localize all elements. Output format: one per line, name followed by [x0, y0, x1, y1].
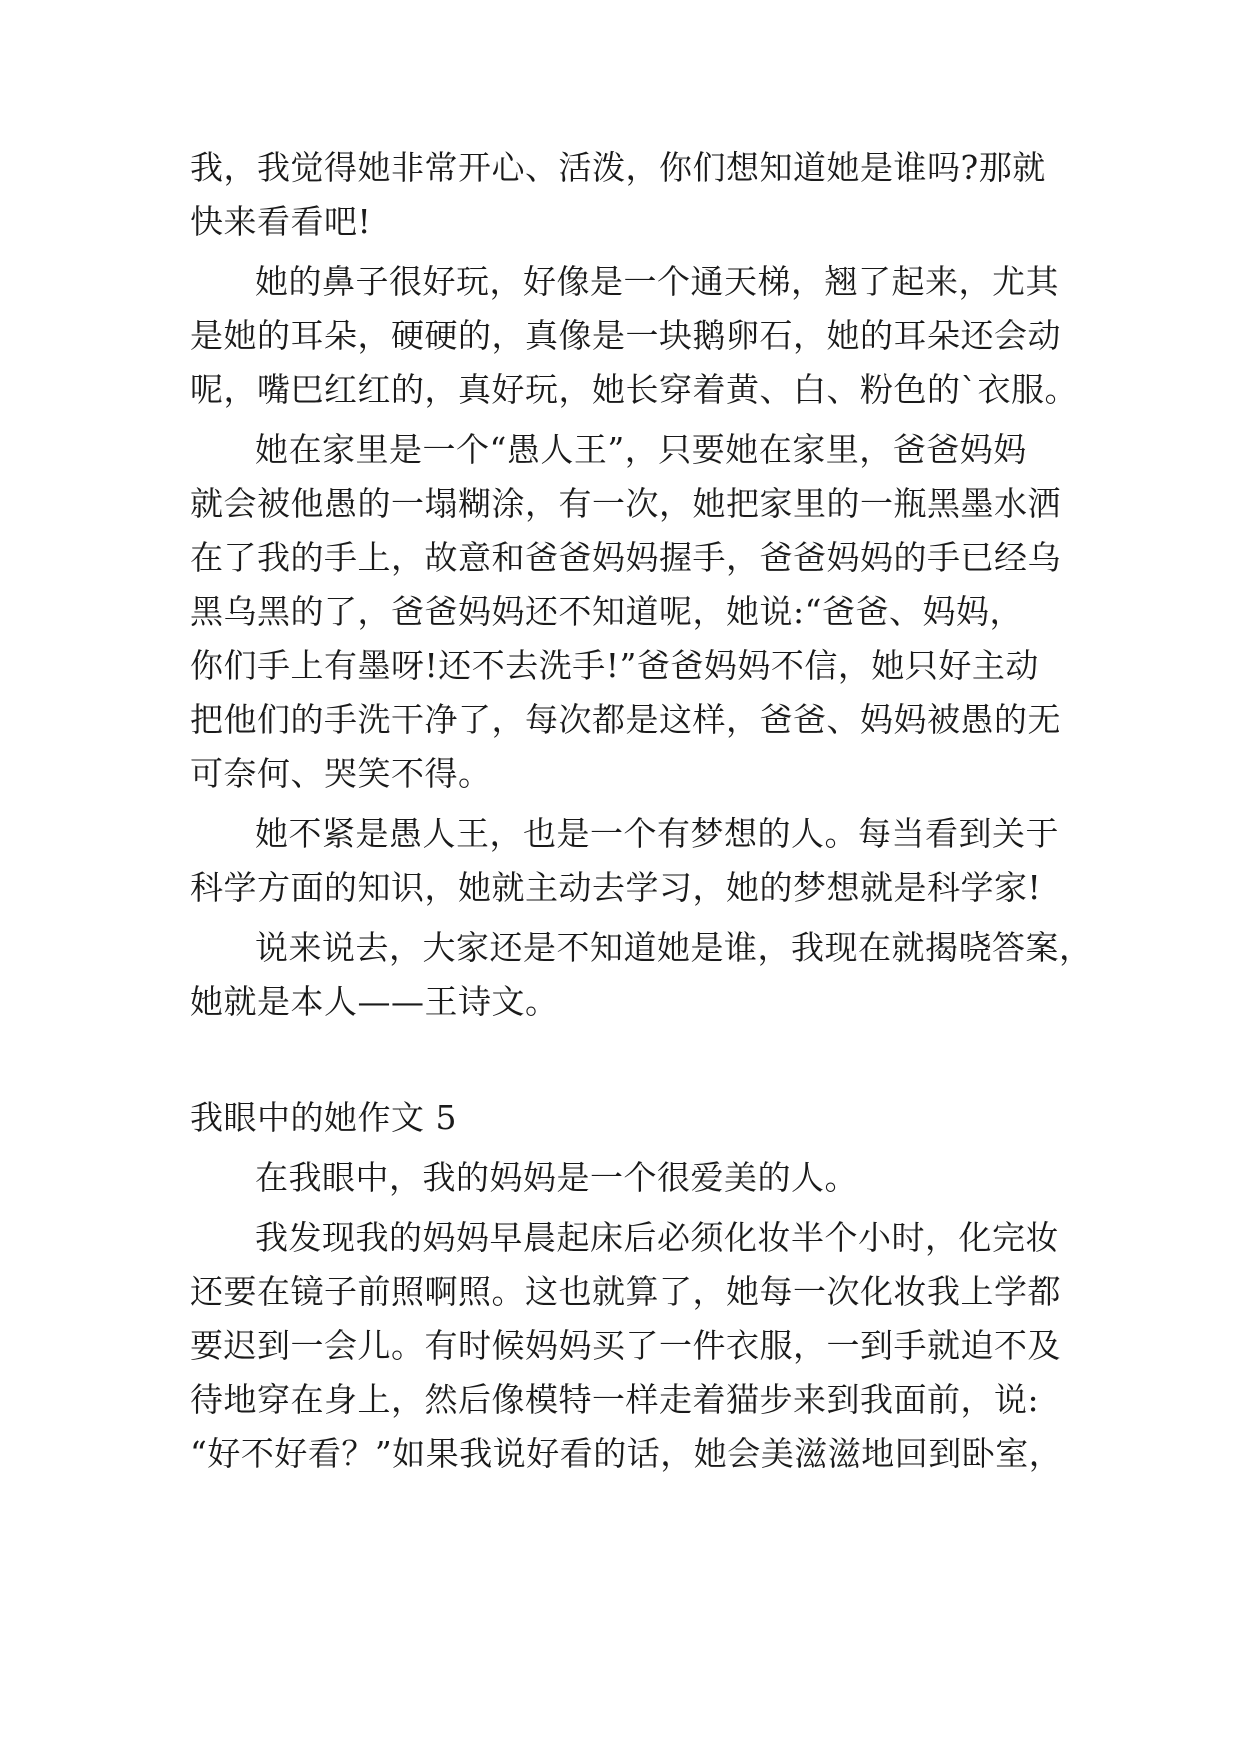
text-line: 科学方面的知识，她就主动去学习，她的梦想就是科学家!: [190, 868, 1042, 907]
text-line: 把他们的手洗干净了，每次都是这样，爸爸、妈妈被愚的无: [190, 700, 1061, 739]
paragraph-start: 她的鼻子很好玩，好像是一个通天梯，翘了起来，尤其: [255, 262, 1059, 301]
text-line: 就会被他愚的一塌糊涂，有一次，她把家里的一瓶黑墨水洒: [190, 484, 1061, 523]
paragraph-start: 说来说去，大家还是不知道她是谁，我现在就揭晓答案，: [255, 928, 1093, 967]
text-line: 在了我的手上，故意和爸爸妈妈握手，爸爸妈妈的手已经乌: [190, 538, 1061, 577]
paragraph-start: 我发现我的妈妈早晨起床后必须化妆半个小时，化完妆: [255, 1218, 1059, 1257]
text-line: 黑乌黑的了，爸爸妈妈还不知道呢，她说:“爸爸、妈妈，: [190, 592, 1023, 631]
text-line: “好不好看？”如果我说好看的话，她会美滋滋地回到卧室，: [190, 1434, 1063, 1473]
paragraph-start: 她在家里是一个“愚人王”，只要她在家里，爸爸妈妈: [255, 430, 1027, 469]
text-line: 要迟到一会儿。有时候妈妈买了一件衣服，一到手就迫不及: [190, 1326, 1061, 1365]
text-line: 你们手上有墨呀!还不去洗手!”爸爸妈妈不信，她只好主动: [190, 646, 1039, 685]
section-heading: 我眼中的她作文 5: [190, 1098, 457, 1137]
text-line: 可奈何、哭笑不得。: [190, 754, 492, 793]
paragraph-start: 她不紧是愚人王，也是一个有梦想的人。每当看到关于: [255, 814, 1059, 853]
text-line: 呢，嘴巴红红的，真好玩，她长穿着黄、白、粉色的`衣服。: [190, 370, 1078, 409]
paragraph-start: 在我眼中，我的妈妈是一个很爱美的人。: [255, 1158, 858, 1197]
text-line: 是她的耳朵，硬硬的，真像是一块鹅卵石，她的耳朵还会动: [190, 316, 1061, 355]
text-line: 快来看看吧!: [190, 202, 372, 241]
text-line: 待地穿在身上，然后像模特一样走着猫步来到我面前，说:: [190, 1380, 1040, 1419]
text-line: 我，我觉得她非常开心、活泼，你们想知道她是谁吗?那就: [190, 148, 1046, 187]
text-line: 她就是本人——王诗文。: [190, 982, 559, 1021]
text-line: 还要在镜子前照啊照。这也就算了，她每一次化妆我上学都: [190, 1272, 1061, 1311]
